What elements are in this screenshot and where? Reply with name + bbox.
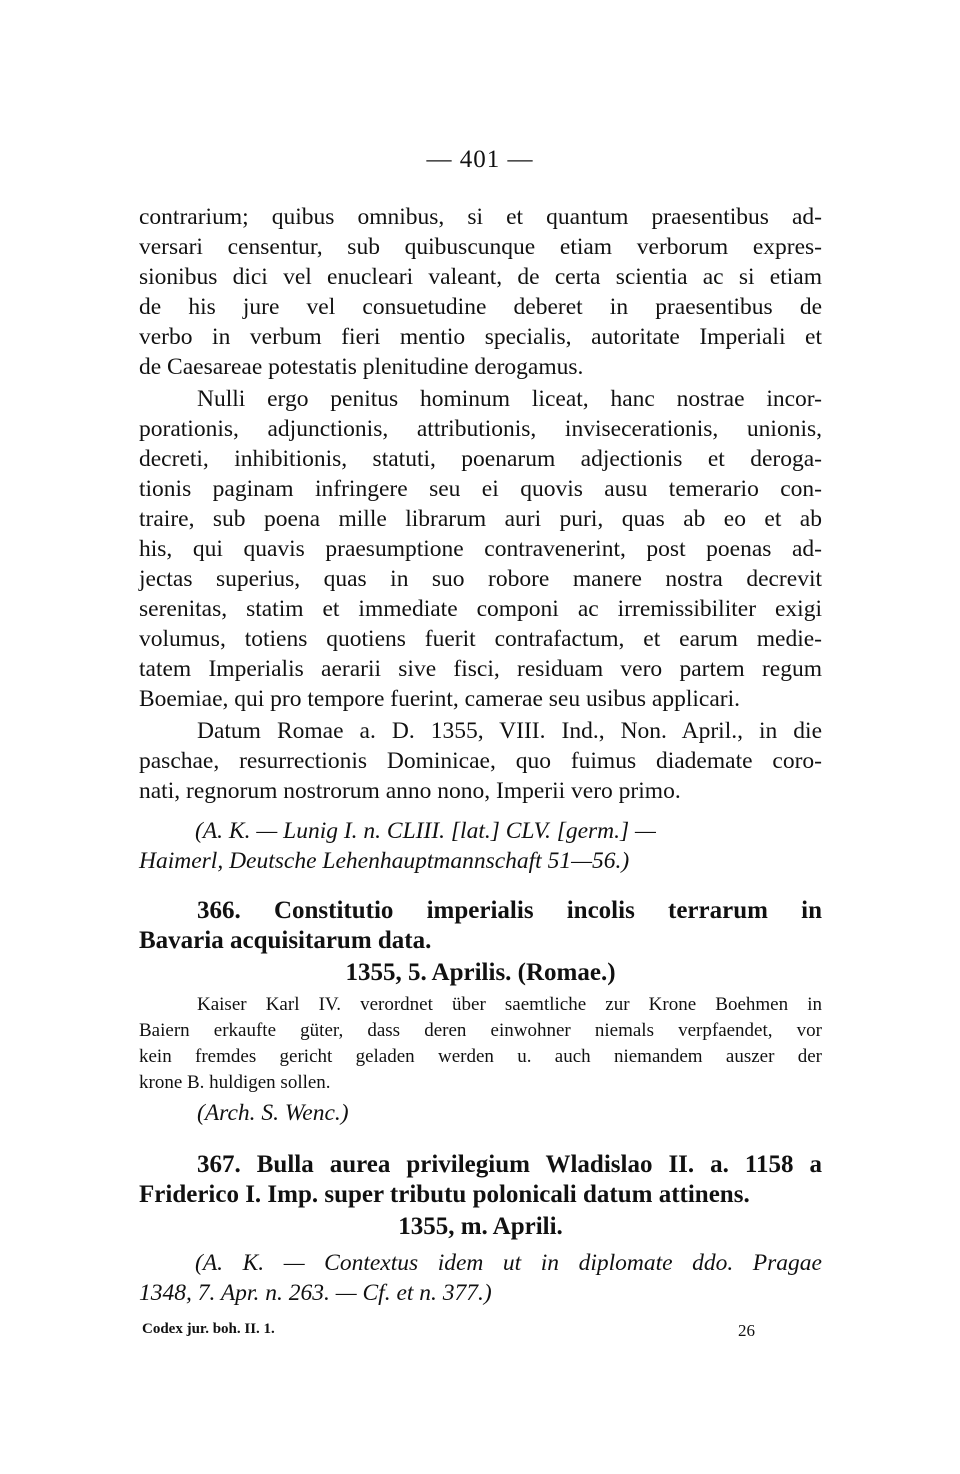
doc366-summary-line: Baiern erkaufte güter, dass deren einwohner niemals verpfaendet, vor [139, 1020, 822, 1041]
para1-line: de Caesareae potestatis plenitudine derogamus. [139, 354, 584, 380]
para1-line: sionibus dici vel enucleari valeant, de certa scientia ac si etiam [139, 264, 822, 290]
para1-line: verbo in verbum fieri mentio specialis, autoritate Imperiali et [139, 324, 822, 350]
source-note: Haimerl, Deutsche Lehenhauptmannschaft 51—56.) [139, 848, 630, 874]
para2-line: porationis, adjunctionis, attributionis, invisecerationis, unionis, [139, 416, 822, 442]
para1-line: contrarium; quibus omnibus, si et quantum praesentibus ad- [139, 204, 822, 230]
doc367-source: (A. K. — Contextus idem ut in diplomate ddo. Pragae [195, 1250, 822, 1276]
para1-line: versari censentur, sub quibuscunque etiam verborum expres- [139, 234, 822, 260]
doc367-source: 1348, 7. Apr. n. 263. — Cf. et n. 377.) [139, 1280, 492, 1306]
dating-line: nati, regnorum nostrorum anno nono, Imperii vero primo. [139, 778, 681, 804]
footer-sheet-number: 26 [738, 1321, 755, 1340]
para2-line: tatem Imperialis aerarii sive fisci, residuam vero partem regum [139, 656, 822, 682]
para2-line: traire, sub poena mille librarum auri puri, quas ab eo et ab [139, 506, 822, 532]
para2-line: Nulli ergo penitus hominum liceat, hanc nostrae incor- [197, 386, 822, 412]
para2-line: serenitas, statim et immediate componi ac irremissibiliter exigi [139, 596, 822, 622]
page-number: — 401 — [426, 146, 534, 173]
dating-line: Datum Romae a. D. 1355, VIII. Ind., Non. April., in die [197, 718, 822, 744]
source-note: (A. K. — Lunig I. n. CLIII. [lat.] CLV. [germ.] — [195, 818, 656, 844]
para2-line: jectas superius, quas in suo robore manere nostra decrevit [139, 566, 822, 592]
doc366-heading: Bavaria acquisitarum data. [139, 927, 432, 954]
doc366-heading: 366. Constitutio imperialis incolis terrarum in [197, 897, 822, 924]
para2-line: Boemiae, qui pro tempore fuerint, camerae seu usibus applicari. [139, 686, 740, 712]
doc367-heading: Friderico I. Imp. super tributu polonicali datum attinens. [139, 1181, 750, 1208]
doc366-source: (Arch. S. Wenc.) [197, 1100, 349, 1126]
para2-line: tionis paginam infringere seu ei quovis ausu temerario con- [139, 476, 822, 502]
doc367-date: 1355, m. Aprili. [398, 1213, 563, 1240]
dating-line: paschae, resurrectionis Dominicae, quo fuimus diademate coro- [139, 748, 822, 774]
doc366-date: 1355, 5. Aprilis. (Romae.) [345, 959, 616, 986]
doc366-summary-line: kein fremdes gericht geladen werden u. auch niemandem auszer der [139, 1046, 822, 1067]
para1-line: de his jure vel consuetudine deberet in praesentibus de [139, 294, 822, 320]
doc366-summary-line: Kaiser Karl IV. verordnet über saemtliche zur Krone Boehmen in [197, 994, 822, 1015]
doc367-heading: 367. Bulla aurea privilegium Wladislao II. a. 1158 a [197, 1151, 822, 1178]
footer-signature: Codex jur. boh. II. 1. [142, 1321, 275, 1337]
para2-line: his, qui quavis praesumptione contravenerint, post poenas ad- [139, 536, 822, 562]
para2-line: decreti, inhibitionis, statuti, poenarum adjectionis et deroga- [139, 446, 822, 472]
para2-line: volumus, totiens quotiens fuerit contrafactum, et earum medie- [139, 626, 822, 652]
doc366-summary-line: krone B. huldigen sollen. [139, 1072, 331, 1093]
